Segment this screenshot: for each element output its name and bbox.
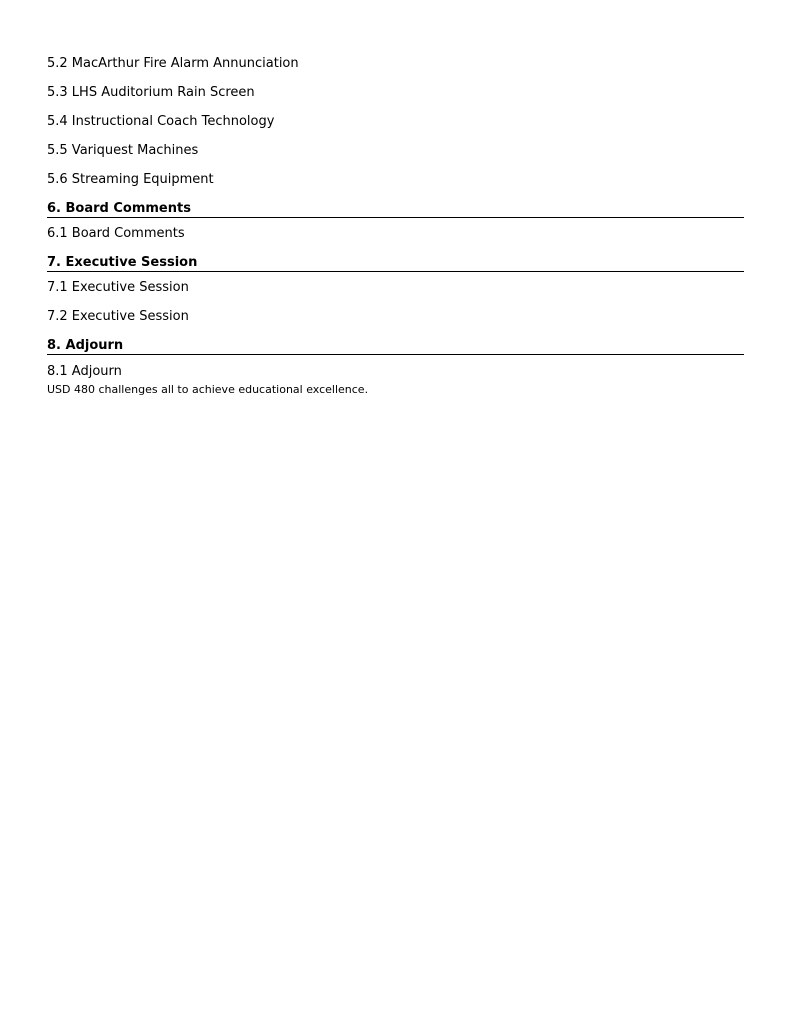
agenda-item-7-2: 7.2 Executive Session bbox=[47, 309, 189, 324]
agenda-item-8-1: 8.1 Adjourn bbox=[47, 364, 122, 379]
section-heading-8: 8. Adjourn bbox=[47, 338, 744, 355]
agenda-item-5-3: 5.3 LHS Auditorium Rain Screen bbox=[47, 85, 255, 100]
section-heading-6: 6. Board Comments bbox=[47, 201, 744, 218]
agenda-item-5-2: 5.2 MacArthur Fire Alarm Annunciation bbox=[47, 56, 299, 71]
agenda-item-5-4: 5.4 Instructional Coach Technology bbox=[47, 114, 275, 129]
mission-statement: USD 480 challenges all to achieve educational excellence. bbox=[47, 383, 369, 396]
agenda-item-6-1: 6.1 Board Comments bbox=[47, 226, 185, 241]
agenda-item-5-6: 5.6 Streaming Equipment bbox=[47, 172, 214, 187]
agenda-item-5-5: 5.5 Variquest Machines bbox=[47, 143, 199, 158]
section-heading-7: 7. Executive Session bbox=[47, 255, 744, 272]
agenda-item-7-1: 7.1 Executive Session bbox=[47, 280, 189, 295]
